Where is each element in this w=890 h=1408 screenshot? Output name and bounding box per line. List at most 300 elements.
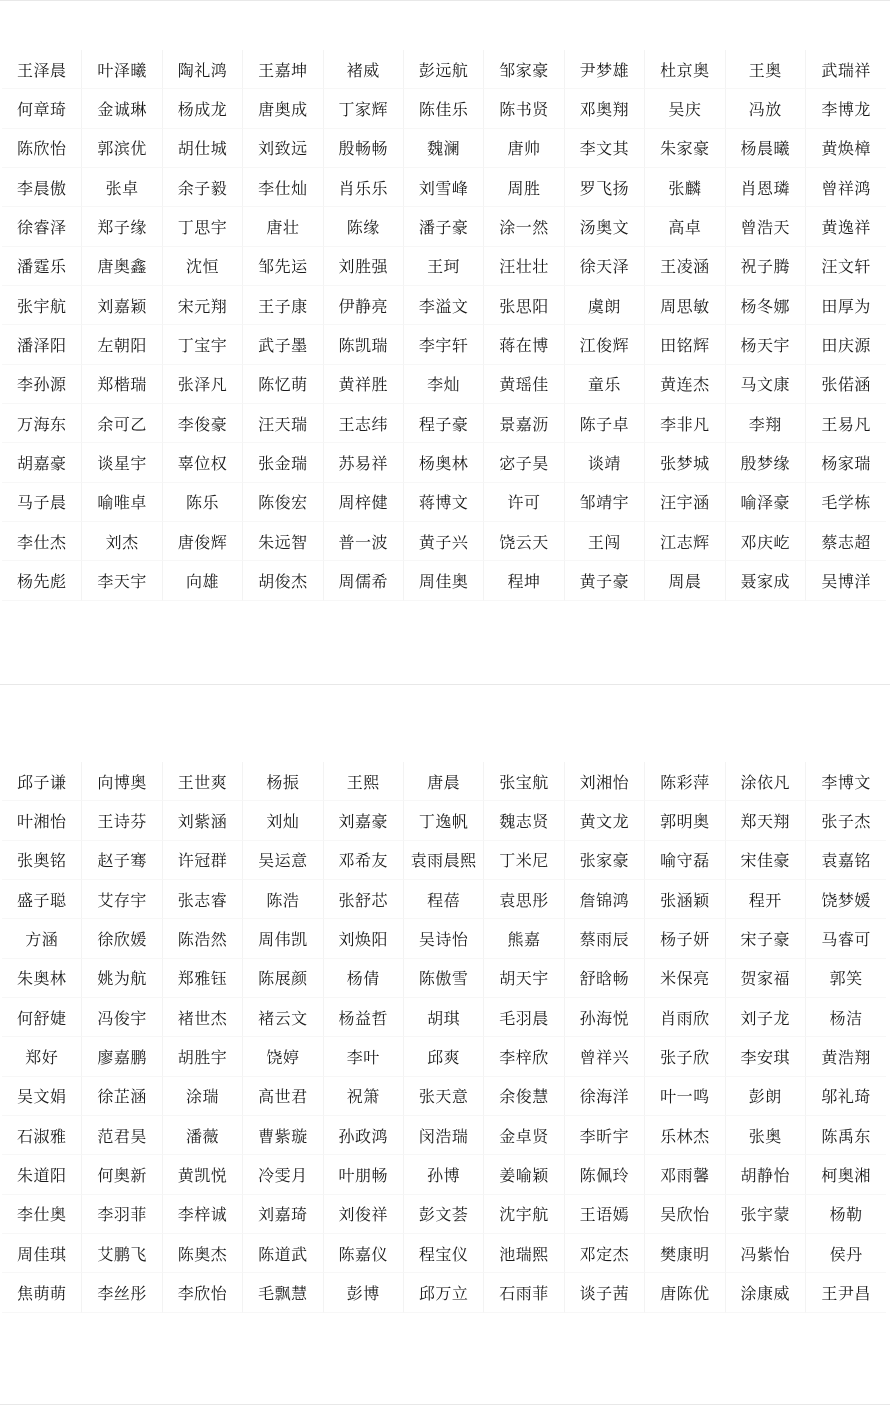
- name-cell: 杨冬娜: [726, 286, 806, 325]
- name-cell: 汤奥文: [565, 207, 645, 246]
- name-cell: 叶朋畅: [324, 1155, 404, 1194]
- name-cell: 王子康: [243, 286, 323, 325]
- name-cell: 郭明奥: [645, 801, 725, 840]
- name-cell: 马子晨: [2, 483, 82, 522]
- name-cell: 殷梦缘: [726, 443, 806, 482]
- name-cell: 张奥: [726, 1116, 806, 1155]
- name-cell: 张子欣: [645, 1037, 725, 1076]
- name-cell: 池瑞熙: [484, 1234, 564, 1273]
- name-cell: 胡嘉豪: [2, 443, 82, 482]
- name-cell: 潘薇: [163, 1116, 243, 1155]
- name-cell: 邹先运: [243, 247, 323, 286]
- name-cell: 柯奥湘: [806, 1155, 886, 1194]
- name-cell: 魏志贤: [484, 801, 564, 840]
- name-cell: 饶云天: [484, 522, 564, 561]
- name-cell: 程蓓: [404, 880, 484, 919]
- name-cell: 黄凯悦: [163, 1155, 243, 1194]
- name-cell: 陈子卓: [565, 404, 645, 443]
- name-cell: 张宝航: [484, 762, 564, 801]
- name-cell: 褚云文: [243, 998, 323, 1037]
- name-cell: 米保亮: [645, 959, 725, 998]
- name-cell: 张家豪: [565, 841, 645, 880]
- name-cell: 李仕灿: [243, 168, 323, 207]
- name-cell: 丁宝宇: [163, 325, 243, 364]
- name-cell: 何章琦: [2, 89, 82, 128]
- name-cell: 陈奥杰: [163, 1234, 243, 1273]
- name-cell: 杨家瑞: [806, 443, 886, 482]
- name-cell: 辜位权: [163, 443, 243, 482]
- name-cell: 陈欣怡: [2, 129, 82, 168]
- name-cell: 陈傲雪: [404, 959, 484, 998]
- name-cell: 朱远智: [243, 522, 323, 561]
- name-cell: 张子杰: [806, 801, 886, 840]
- name-cell: 胡天宇: [484, 959, 564, 998]
- name-cell: 徐天泽: [565, 247, 645, 286]
- name-cell: 邱万立: [404, 1273, 484, 1312]
- name-cell: 蔡志超: [806, 522, 886, 561]
- name-cell: 潘泽阳: [2, 325, 82, 364]
- name-cell: 向雄: [163, 561, 243, 600]
- name-cell: 刘紫涵: [163, 801, 243, 840]
- name-cell: 肖雨欣: [645, 998, 725, 1037]
- name-cell: 叶泽曦: [82, 50, 162, 89]
- name-cell: 曹紫璇: [243, 1116, 323, 1155]
- name-cell: 王凌涵: [645, 247, 725, 286]
- name-cell: 张泽凡: [163, 365, 243, 404]
- name-cell: 喻泽豪: [726, 483, 806, 522]
- name-grid-section-1: [2, 50, 886, 601]
- name-cell: 邹家豪: [484, 50, 564, 89]
- name-cell: 陈禹东: [806, 1116, 886, 1155]
- name-cell: 沈恒: [163, 247, 243, 286]
- name-cell: 李昕宇: [565, 1116, 645, 1155]
- name-cell: 程宝仪: [404, 1234, 484, 1273]
- name-cell: 喻唯卓: [82, 483, 162, 522]
- name-cell: 李梓诚: [163, 1195, 243, 1234]
- name-cell: 陈道武: [243, 1234, 323, 1273]
- name-cell: 杨子妍: [645, 919, 725, 958]
- name-cell: 王志纬: [324, 404, 404, 443]
- name-cell: 何奥新: [82, 1155, 162, 1194]
- name-cell: 苏易祥: [324, 443, 404, 482]
- name-cell: 孙海悦: [565, 998, 645, 1037]
- name-cell: 黄子兴: [404, 522, 484, 561]
- name-cell: 叶一鸣: [645, 1077, 725, 1116]
- name-cell: 陈嘉仪: [324, 1234, 404, 1273]
- name-cell: 肖乐乐: [324, 168, 404, 207]
- name-cell: 杨倩: [324, 959, 404, 998]
- name-cell: 李俊豪: [163, 404, 243, 443]
- name-cell: 周梓健: [324, 483, 404, 522]
- name-cell: 王熙: [324, 762, 404, 801]
- name-cell: 唐帅: [484, 129, 564, 168]
- name-cell: 李羽菲: [82, 1195, 162, 1234]
- name-cell: 吴文娟: [2, 1077, 82, 1116]
- name-cell: 徐芷涵: [82, 1077, 162, 1116]
- name-cell: 王尹昌: [806, 1273, 886, 1312]
- name-cell: 姚为航: [82, 959, 162, 998]
- name-cell: 金卓贤: [484, 1116, 564, 1155]
- name-cell: 田铭辉: [645, 325, 725, 364]
- name-cell: 范君昊: [82, 1116, 162, 1155]
- name-cell: 曾祥鸿: [806, 168, 886, 207]
- name-cell: 殷畅畅: [324, 129, 404, 168]
- name-cell: 程子豪: [404, 404, 484, 443]
- name-cell: 金诚琳: [82, 89, 162, 128]
- name-cell: 王诗芬: [82, 801, 162, 840]
- name-cell: 侯丹: [806, 1234, 886, 1273]
- name-cell: 马文康: [726, 365, 806, 404]
- name-cell: 谈靖: [565, 443, 645, 482]
- name-cell: 李宇轩: [404, 325, 484, 364]
- name-cell: 李溢文: [404, 286, 484, 325]
- name-cell: 孙政鸿: [324, 1116, 404, 1155]
- name-cell: 胡胜宇: [163, 1037, 243, 1076]
- name-cell: 唐奥鑫: [82, 247, 162, 286]
- name-cell: 胡俊杰: [243, 561, 323, 600]
- name-cell: 邓奥翔: [565, 89, 645, 128]
- name-cell: 宓子昊: [484, 443, 564, 482]
- name-cell: 郑好: [2, 1037, 82, 1076]
- name-cell: 余可乙: [82, 404, 162, 443]
- name-cell: 张麟: [645, 168, 725, 207]
- name-cell: 魏澜: [404, 129, 484, 168]
- name-cell: 吴欣怡: [645, 1195, 725, 1234]
- name-cell: 普一波: [324, 522, 404, 561]
- name-cell: 张舒芯: [324, 880, 404, 919]
- name-cell: 叶湘怡: [2, 801, 82, 840]
- name-cell: 黄浩翔: [806, 1037, 886, 1076]
- name-cell: 周儒希: [324, 561, 404, 600]
- name-cell: 袁嘉铭: [806, 841, 886, 880]
- name-cell: 童乐: [565, 365, 645, 404]
- name-cell: 毛飘慧: [243, 1273, 323, 1312]
- name-cell: 吴诗怡: [404, 919, 484, 958]
- name-cell: 宋佳豪: [726, 841, 806, 880]
- name-cell: 张思阳: [484, 286, 564, 325]
- name-cell: 高卓: [645, 207, 725, 246]
- name-cell: 蔡雨辰: [565, 919, 645, 958]
- name-cell: 涂瑞: [163, 1077, 243, 1116]
- name-cell: 沈宇航: [484, 1195, 564, 1234]
- name-cell: 熊嘉: [484, 919, 564, 958]
- name-cell: 赵子骞: [82, 841, 162, 880]
- name-cell: 陈俊宏: [243, 483, 323, 522]
- name-cell: 张宇蒙: [726, 1195, 806, 1234]
- name-cell: 张志睿: [163, 880, 243, 919]
- name-cell: 刘胜强: [324, 247, 404, 286]
- name-cell: 王世爽: [163, 762, 243, 801]
- name-cell: 樊康明: [645, 1234, 725, 1273]
- name-cell: 唐陈优: [645, 1273, 725, 1312]
- name-cell: 李灿: [404, 365, 484, 404]
- name-cell: 杨奥林: [404, 443, 484, 482]
- name-cell: 唐俊辉: [163, 522, 243, 561]
- name-cell: 张金瑞: [243, 443, 323, 482]
- name-cell: 石淑雅: [2, 1116, 82, 1155]
- name-cell: 贺家福: [726, 959, 806, 998]
- name-cell: 蒋博文: [404, 483, 484, 522]
- name-cell: 石雨菲: [484, 1273, 564, 1312]
- name-cell: 周佳琪: [2, 1234, 82, 1273]
- name-cell: 陈佩玲: [565, 1155, 645, 1194]
- name-cell: 张卓: [82, 168, 162, 207]
- name-cell: 李翔: [726, 404, 806, 443]
- name-cell: 程开: [726, 880, 806, 919]
- name-cell: 谈星宇: [82, 443, 162, 482]
- name-cell: 徐睿泽: [2, 207, 82, 246]
- name-cell: 祝箫: [324, 1077, 404, 1116]
- name-cell: 许冠群: [163, 841, 243, 880]
- name-cell: 王奥: [726, 50, 806, 89]
- name-cell: 袁思彤: [484, 880, 564, 919]
- name-cell: 曾祥兴: [565, 1037, 645, 1076]
- name-cell: 景嘉沥: [484, 404, 564, 443]
- name-cell: 郑天翔: [726, 801, 806, 840]
- name-cell: 丁逸帆: [404, 801, 484, 840]
- name-cell: 刘俊祥: [324, 1195, 404, 1234]
- name-cell: 陈书贤: [484, 89, 564, 128]
- name-cell: 宋元翔: [163, 286, 243, 325]
- name-grid-section-2: [2, 762, 886, 1313]
- name-cell: 陈佳乐: [404, 89, 484, 128]
- name-cell: 汪宇涵: [645, 483, 725, 522]
- name-cell: 刘嘉颖: [82, 286, 162, 325]
- name-cell: 李非凡: [645, 404, 725, 443]
- name-cell: 邬礼琦: [806, 1077, 886, 1116]
- name-cell: 张梦城: [645, 443, 725, 482]
- name-cell: 郭滨优: [82, 129, 162, 168]
- name-cell: 吴运意: [243, 841, 323, 880]
- name-cell: 郑雅钰: [163, 959, 243, 998]
- name-cell: 罗飞扬: [565, 168, 645, 207]
- name-cell: 刘子龙: [726, 998, 806, 1037]
- name-cell: 伊静亮: [324, 286, 404, 325]
- name-cell: 唐壮: [243, 207, 323, 246]
- name-cell: 程坤: [484, 561, 564, 600]
- name-cell: 杨天宇: [726, 325, 806, 364]
- name-cell: 潘霆乐: [2, 247, 82, 286]
- name-cell: 饶梦媛: [806, 880, 886, 919]
- name-cell: 冯放: [726, 89, 806, 128]
- name-cell: 杨先彪: [2, 561, 82, 600]
- name-cell: 李孙源: [2, 365, 82, 404]
- bottom-divider: [0, 1404, 890, 1405]
- name-cell: 艾存宇: [82, 880, 162, 919]
- name-cell: 刘焕阳: [324, 919, 404, 958]
- name-cell: 向博奥: [82, 762, 162, 801]
- name-cell: 陈彩萍: [645, 762, 725, 801]
- name-cell: 郑子缘: [82, 207, 162, 246]
- name-cell: 江志辉: [645, 522, 725, 561]
- name-cell: 周思敏: [645, 286, 725, 325]
- name-cell: 胡仕城: [163, 129, 243, 168]
- name-cell: 张宇航: [2, 286, 82, 325]
- name-cell: 张奥铭: [2, 841, 82, 880]
- name-cell: 饶婷: [243, 1037, 323, 1076]
- name-cell: 陶礼鸿: [163, 50, 243, 89]
- name-cell: 陈忆萌: [243, 365, 323, 404]
- name-cell: 聂家成: [726, 561, 806, 600]
- name-cell: 曾浩天: [726, 207, 806, 246]
- name-cell: 袁雨晨熙: [404, 841, 484, 880]
- name-cell: 乐林杰: [645, 1116, 725, 1155]
- name-cell: 肖恩璘: [726, 168, 806, 207]
- name-cell: 周胜: [484, 168, 564, 207]
- name-cell: 田庆源: [806, 325, 886, 364]
- name-cell: 陈浩: [243, 880, 323, 919]
- top-divider: [0, 0, 890, 1]
- name-cell: 闵浩瑞: [404, 1116, 484, 1155]
- name-cell: 武瑞祥: [806, 50, 886, 89]
- name-cell: 孙博: [404, 1155, 484, 1194]
- name-cell: 刘雪峰: [404, 168, 484, 207]
- name-cell: 高世君: [243, 1077, 323, 1116]
- name-cell: 汪壮壮: [484, 247, 564, 286]
- name-cell: 汪文轩: [806, 247, 886, 286]
- name-cell: 刘嘉豪: [324, 801, 404, 840]
- name-cell: 胡静怡: [726, 1155, 806, 1194]
- name-cell: 祝子腾: [726, 247, 806, 286]
- name-cell: 李博文: [806, 762, 886, 801]
- name-cell: 艾鹏飞: [82, 1234, 162, 1273]
- name-cell: 丁米尼: [484, 841, 564, 880]
- name-cell: 刘杰: [82, 522, 162, 561]
- name-cell: 张天意: [404, 1077, 484, 1116]
- name-cell: 黄连杰: [645, 365, 725, 404]
- name-cell: 丁家辉: [324, 89, 404, 128]
- name-cell: 黄焕樟: [806, 129, 886, 168]
- name-cell: 杨晨曦: [726, 129, 806, 168]
- name-cell: 陈展颜: [243, 959, 323, 998]
- name-cell: 詹锦鸿: [565, 880, 645, 919]
- name-cell: 王闯: [565, 522, 645, 561]
- name-cell: 田厚为: [806, 286, 886, 325]
- name-cell: 邓庆屹: [726, 522, 806, 561]
- name-cell: 张偌涵: [806, 365, 886, 404]
- name-cell: 许可: [484, 483, 564, 522]
- name-cell: 唐奥成: [243, 89, 323, 128]
- name-cell: 毛学栋: [806, 483, 886, 522]
- name-cell: 周佳奥: [404, 561, 484, 600]
- name-cell: 彭朗: [726, 1077, 806, 1116]
- name-cell: 朱家豪: [645, 129, 725, 168]
- name-cell: 刘灿: [243, 801, 323, 840]
- name-cell: 彭远航: [404, 50, 484, 89]
- name-cell: 涂依凡: [726, 762, 806, 801]
- name-cell: 彭文荟: [404, 1195, 484, 1234]
- name-cell: 褚威: [324, 50, 404, 89]
- name-cell: 焦萌萌: [2, 1273, 82, 1312]
- name-cell: 杨洁: [806, 998, 886, 1037]
- name-cell: 刘湘怡: [565, 762, 645, 801]
- name-cell: 周伟凯: [243, 919, 323, 958]
- name-cell: 王易凡: [806, 404, 886, 443]
- name-cell: 方涵: [2, 919, 82, 958]
- name-cell: 余子毅: [163, 168, 243, 207]
- name-cell: 胡琪: [404, 998, 484, 1037]
- name-cell: 王泽晨: [2, 50, 82, 89]
- name-cell: 张涵颖: [645, 880, 725, 919]
- name-cell: 徐海洋: [565, 1077, 645, 1116]
- name-cell: 唐晨: [404, 762, 484, 801]
- name-cell: 陈凯瑞: [324, 325, 404, 364]
- name-cell: 郭笑: [806, 959, 886, 998]
- name-cell: 吴庆: [645, 89, 725, 128]
- name-cell: 马睿可: [806, 919, 886, 958]
- name-cell: 涂康威: [726, 1273, 806, 1312]
- name-cell: 邹靖宇: [565, 483, 645, 522]
- name-cell: 丁思宇: [163, 207, 243, 246]
- name-cell: 黄文龙: [565, 801, 645, 840]
- name-cell: 邓定杰: [565, 1234, 645, 1273]
- name-cell: 李安琪: [726, 1037, 806, 1076]
- name-cell: 喻守磊: [645, 841, 725, 880]
- name-cell: 盛子聪: [2, 880, 82, 919]
- name-cell: 李天宇: [82, 561, 162, 600]
- name-cell: 江俊辉: [565, 325, 645, 364]
- name-cell: 李丝彤: [82, 1273, 162, 1312]
- name-cell: 李仕杰: [2, 522, 82, 561]
- name-cell: 舒晗畅: [565, 959, 645, 998]
- name-cell: 万海东: [2, 404, 82, 443]
- name-cell: 王语嫣: [565, 1195, 645, 1234]
- name-cell: 周晨: [645, 561, 725, 600]
- name-cell: 李欣怡: [163, 1273, 243, 1312]
- name-cell: 毛羽晨: [484, 998, 564, 1037]
- name-cell: 李文其: [565, 129, 645, 168]
- name-cell: 邱子谦: [2, 762, 82, 801]
- name-cell: 姜喻颖: [484, 1155, 564, 1194]
- name-cell: 黄子豪: [565, 561, 645, 600]
- name-cell: 王嘉坤: [243, 50, 323, 89]
- name-cell: 邓雨馨: [645, 1155, 725, 1194]
- name-cell: 彭博: [324, 1273, 404, 1312]
- name-cell: 廖嘉鹏: [82, 1037, 162, 1076]
- name-cell: 李晨傲: [2, 168, 82, 207]
- name-cell: 谈子茜: [565, 1273, 645, 1312]
- name-cell: 杜京奥: [645, 50, 725, 89]
- name-cell: 杨成龙: [163, 89, 243, 128]
- name-cell: 武子墨: [243, 325, 323, 364]
- name-cell: 汪天瑞: [243, 404, 323, 443]
- name-cell: 左朝阳: [82, 325, 162, 364]
- name-cell: 刘致远: [243, 129, 323, 168]
- name-cell: 陈缘: [324, 207, 404, 246]
- name-cell: 冯俊宇: [82, 998, 162, 1037]
- name-cell: 刘嘉琦: [243, 1195, 323, 1234]
- name-cell: 潘子豪: [404, 207, 484, 246]
- name-cell: 吴博洋: [806, 561, 886, 600]
- name-cell: 朱奥林: [2, 959, 82, 998]
- name-cell: 褚世杰: [163, 998, 243, 1037]
- name-cell: 黄逸祥: [806, 207, 886, 246]
- name-cell: 陈乐: [163, 483, 243, 522]
- name-cell: 杨益哲: [324, 998, 404, 1037]
- name-cell: 李仕奥: [2, 1195, 82, 1234]
- name-cell: 黄瑶佳: [484, 365, 564, 404]
- name-cell: 杨勒: [806, 1195, 886, 1234]
- name-cell: 余俊慧: [484, 1077, 564, 1116]
- name-cell: 蒋在博: [484, 325, 564, 364]
- name-cell: 李博龙: [806, 89, 886, 128]
- name-cell: 冷雯月: [243, 1155, 323, 1194]
- name-cell: 朱道阳: [2, 1155, 82, 1194]
- name-cell: 邱爽: [404, 1037, 484, 1076]
- name-cell: 涂一然: [484, 207, 564, 246]
- name-cell: 何舒婕: [2, 998, 82, 1037]
- section-divider: [0, 684, 890, 685]
